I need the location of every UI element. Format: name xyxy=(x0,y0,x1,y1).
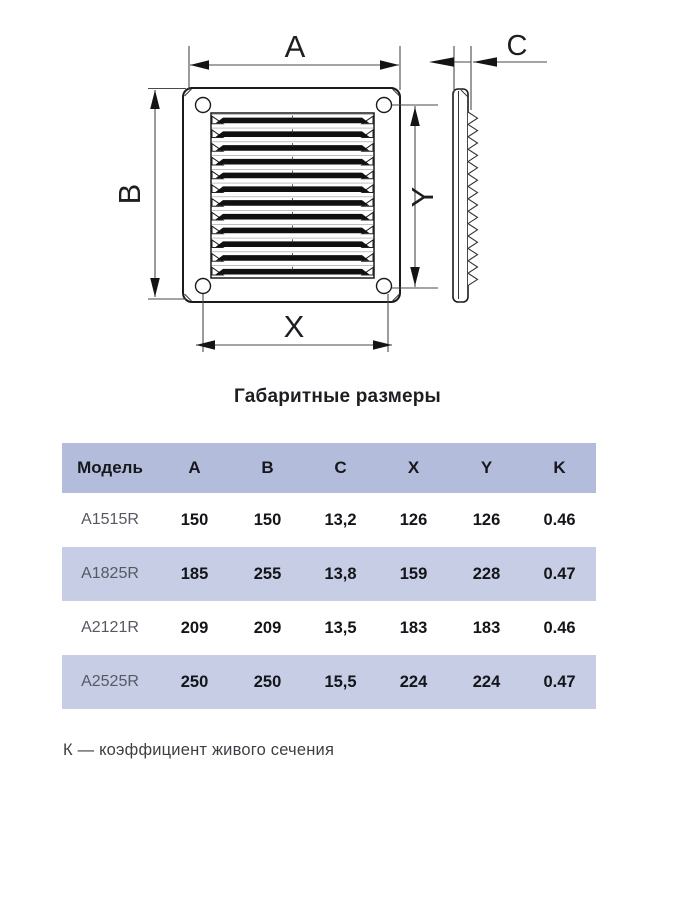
screw-hole-bottom-left xyxy=(196,279,211,294)
col-header-k: K xyxy=(523,443,596,493)
table-cell: 228 xyxy=(450,547,523,601)
dimensions-table xyxy=(62,443,596,709)
footnote-k-coefficient: К — коэффициент живого сечения xyxy=(63,741,335,759)
table-cell: 126 xyxy=(472,510,501,529)
louver-teeth-profile xyxy=(468,112,478,286)
model-cell: A2525R xyxy=(62,655,158,709)
table-cell: 183 xyxy=(399,618,428,637)
table-cell: 255 xyxy=(231,547,304,601)
section-title: Габаритные размеры xyxy=(234,386,441,407)
table-cell: 183 xyxy=(472,618,501,637)
col-header-model: Модель xyxy=(62,443,158,493)
table-cell: 209 xyxy=(253,618,282,637)
table-cell: 224 xyxy=(377,655,450,709)
model-cell: A1825R xyxy=(62,547,158,601)
model-cell: A1515R xyxy=(81,511,139,528)
table-cell: 209 xyxy=(180,618,209,637)
dimensional-drawing xyxy=(0,0,675,375)
dim-label-x: X xyxy=(283,309,305,344)
table-cell: 0.46 xyxy=(543,510,576,529)
dim-label-c: C xyxy=(506,30,528,62)
table-cell: 159 xyxy=(377,547,450,601)
table-cell: 15,5 xyxy=(304,655,377,709)
dim-label-b: B xyxy=(112,183,147,205)
model-cell: A2121R xyxy=(81,619,139,636)
screw-hole-top-right xyxy=(377,98,392,113)
table-cell: 224 xyxy=(450,655,523,709)
front-view xyxy=(183,88,400,302)
dim-label-y: Y xyxy=(405,186,440,208)
table-cell: 0.47 xyxy=(523,547,596,601)
table-cell: 13,8 xyxy=(304,547,377,601)
screw-hole-bottom-right xyxy=(377,279,392,294)
table-cell: 150 xyxy=(180,510,209,529)
table-cell: 13,5 xyxy=(324,618,357,637)
table-cell: 0.47 xyxy=(523,655,596,709)
col-header-c: C xyxy=(304,443,377,493)
table-cell: 0.46 xyxy=(543,618,576,637)
side-view xyxy=(453,89,478,302)
col-header-y: Y xyxy=(450,443,523,493)
dim-label-a: A xyxy=(284,29,306,64)
table-cell: 150 xyxy=(253,510,282,529)
screw-hole-top-left xyxy=(196,98,211,113)
col-header-a: A xyxy=(158,443,231,493)
table-cell: 250 xyxy=(158,655,231,709)
dimension-b xyxy=(148,89,186,300)
col-header-b: B xyxy=(231,443,304,493)
table-cell: 250 xyxy=(231,655,304,709)
grille-diagram-svg xyxy=(0,0,675,375)
table-cell: 126 xyxy=(399,510,428,529)
col-header-x: X xyxy=(377,443,450,493)
table-cell: 185 xyxy=(158,547,231,601)
table-cell: 13,2 xyxy=(324,510,357,529)
dimension-c xyxy=(429,46,547,110)
